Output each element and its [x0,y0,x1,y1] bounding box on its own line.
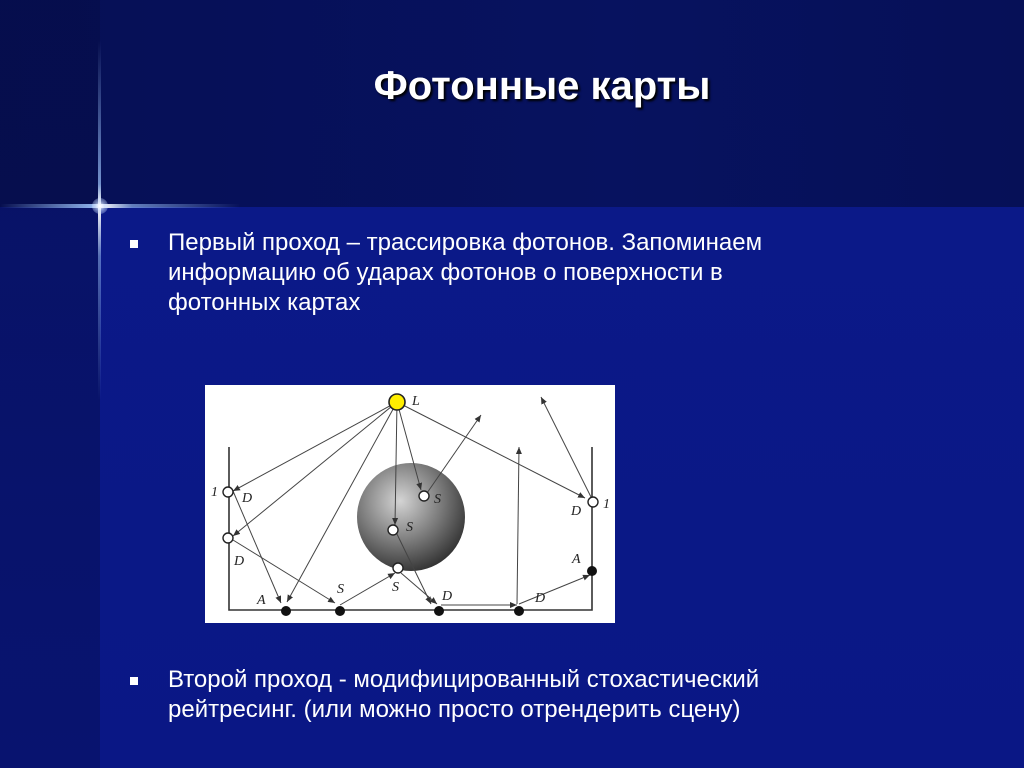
label-diffuse-right: D [571,504,582,519]
left-band [0,0,100,768]
bullet-marker-1 [130,240,138,248]
label-diffuse-floor-1: D [442,589,453,604]
light-flare-core [92,198,108,214]
bullet-1-line-3: фотонных картах [168,289,361,316]
photon-map-svg [205,385,615,623]
label-specular-floor: S [337,582,344,597]
light-source [389,394,405,410]
label-diffuse-floor-2: D [535,591,546,606]
label-specular-3: S [392,580,399,595]
bullet-1-line-2: информацию об ударах фотонов о поверхности в [168,259,723,286]
slide-title: Фотонные карты [373,64,711,108]
bullet-1-line-1: Первый проход – трассировка фотонов. Запоминаем [168,229,763,256]
bullet-2-line-2: рейтресинг. (или можно просто отрендерить сцену) [168,696,741,723]
label-absorb-floor: A [257,593,266,608]
photon-map-diagram [205,385,615,623]
label-specular-2: S [406,520,413,535]
label-wall-left: 1 [211,485,218,500]
bullet-1 [168,228,762,318]
sphere [357,463,465,571]
label-diffuse-left-2: D [234,554,245,569]
bullet-2 [168,665,759,725]
bullet-marker-2 [130,677,138,685]
label-wall-right: 1 [603,497,610,512]
label-specular-1: S [434,492,441,507]
bullet-2-line-1: Второй проход - модифицированный стохастический [168,666,760,693]
light-flare-horizontal [0,204,240,208]
label-light: L [412,394,420,409]
label-diffuse-left-1: D [242,491,253,506]
label-absorb-right: A [572,552,581,567]
